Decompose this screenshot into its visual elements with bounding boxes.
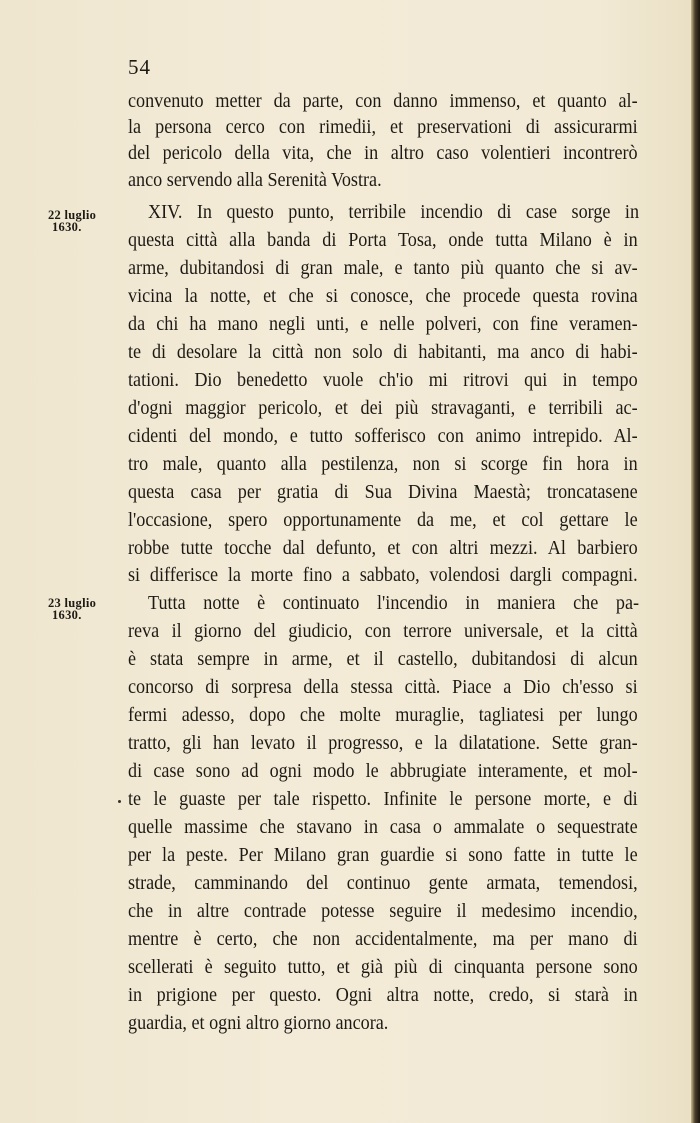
text-line: del pericolo della vita, che in altro caso volentieri incontrerò <box>128 143 638 164</box>
margin-note-date <box>48 209 96 233</box>
text-line: per la peste. Per Milano gran guardie si sono fatte in tutte le <box>128 845 638 866</box>
text-line: la persona cerco con rimedii, et preservationi di assicurarmi <box>128 117 638 138</box>
page-number: 54 <box>128 55 151 79</box>
text-line: tationi. Dio benedetto vuole ch'io mi ritrovi qui in tempo <box>128 370 638 391</box>
text-line: reva il giorno del giudicio, con terrore universale, et la città <box>128 621 638 642</box>
text-line: arme, dubitandosi di gran male, e tanto più quanto che si av- <box>128 258 638 279</box>
text-line: te di desolare la città non solo di habitanti, ma anco di habi- <box>128 342 638 363</box>
margin-note-year: 1630. <box>52 220 82 234</box>
text-line: vicina la notte, et che si conosce, che procede questa rovina <box>128 286 638 307</box>
text-line: quelle massime che stavano in casa o ammalate o sequestrate <box>128 817 638 838</box>
text-line: questa città alla banda di Porta Tosa, onde tutta Milano è in <box>128 230 638 251</box>
text-line: Tutta notte è continuato l'incendio in maniera che pa- <box>148 593 640 614</box>
text-line: te le guaste per tale rispetto. Infinite le persone morte, e di <box>128 789 638 810</box>
text-line: che in altre contrade potesse seguire il medesimo incendio, <box>128 901 638 922</box>
text-line: concorso di sorpresa della stessa città. Piace a Dio ch'esso si <box>128 677 638 698</box>
text-line: strade, camminando del continuo gente armata, temendosi, <box>128 873 638 894</box>
text-line: robbe tutte tocche dal defunto, et con altri mezzi. Al barbiero <box>128 538 638 559</box>
text-line: tratto, gli han levato il progresso, e la dilatatione. Sette gran- <box>128 733 638 754</box>
margin-note-day: 22 luglio <box>48 208 97 222</box>
text-line: mentre è certo, che non accidentalmente, ma per mano di <box>128 929 638 950</box>
text-line: scellerati è seguito tutto, et già più di cinquanta persone sono <box>128 957 638 978</box>
text-line: questa casa per gratia di Sua Divina Maestà; troncatasene <box>128 482 638 503</box>
text-line: è stata sempre in arme, et il castello, dubitandosi di alcun <box>128 649 638 670</box>
text-line: tro male, quanto alla pestilenza, non si scorge fin hora in <box>128 454 638 475</box>
margin-note-day: 23 luglio <box>48 596 97 610</box>
margin-note-date <box>48 597 96 621</box>
text-line: cidenti del mondo, e tutto sofferisco con animo intrepido. Al- <box>128 426 638 447</box>
ink-speck <box>118 800 121 803</box>
text-line: XIV. In questo punto, terribile incendio di case sorge in <box>148 202 640 223</box>
text-line: guardia, et ogni altro giorno ancora. <box>128 1013 389 1034</box>
text-line: in prigione per questo. Ogni altra notte, credo, si starà in <box>128 985 638 1006</box>
text-line: da chi ha mano negli unti, e nelle polveri, con fine veramen- <box>128 314 638 335</box>
text-line: anco servendo alla Serenità Vostra. <box>128 170 382 191</box>
text-line: fermi adesso, dopo che molte muraglie, tagliatesi per lungo <box>128 705 638 726</box>
text-line: l'occasione, spero opportunamente da me, et col gettare le <box>128 510 638 531</box>
text-line: si differisce la morte fino a sabbato, volendosi dargli compagni. <box>128 565 638 586</box>
text-line: di case sono ad ogni modo le abbrugiate interamente, et mol- <box>128 761 638 782</box>
page-binding-edge <box>691 0 700 1123</box>
margin-note-year: 1630. <box>52 608 82 622</box>
text-line: d'ogni maggior pericolo, et dei più stravaganti, e terribili ac- <box>128 398 638 419</box>
text-line: convenuto metter da parte, con danno immenso, et quanto al- <box>128 91 638 112</box>
